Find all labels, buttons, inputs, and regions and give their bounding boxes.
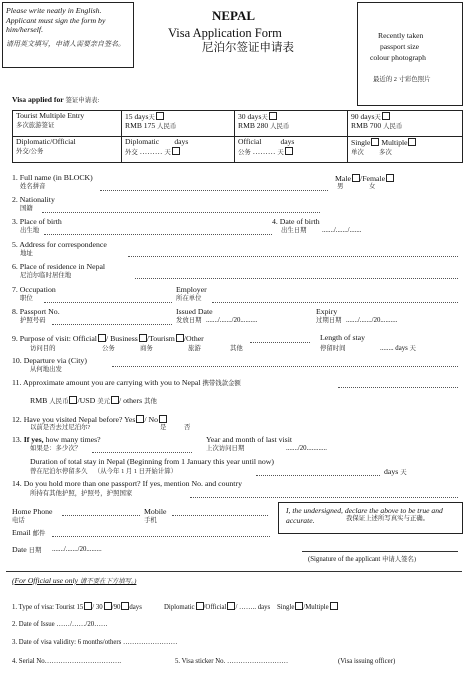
email-label: Email 邮件 <box>12 528 46 537</box>
mobile-input[interactable] <box>172 515 268 516</box>
field-times-visited-input[interactable] <box>92 452 192 453</box>
checkbox-90-days[interactable] <box>382 112 390 120</box>
female-cn: 女 <box>369 183 376 190</box>
field-amount-input[interactable] <box>338 387 458 388</box>
field-purpose-cn: 访问目的 <box>30 345 56 352</box>
field-issued-date-input[interactable]: ......./......./20.......... <box>206 317 258 324</box>
purpose-other-cn: 其他 <box>230 345 243 352</box>
official-checkbox-30[interactable] <box>104 602 112 610</box>
email-input[interactable] <box>52 536 270 537</box>
field-other-passport-label: 14. Do you hold more than one passport? If yes, mention No. and country <box>12 479 242 488</box>
checkbox-official[interactable] <box>285 147 293 155</box>
official-serial-no: 4. Serial No……………………………. <box>12 658 122 665</box>
field-full-name-input[interactable] <box>100 190 328 191</box>
official-visa-sticker-no: 5. Visa sticker No. ……………………… <box>175 658 289 665</box>
field-place-of-birth-input[interactable] <box>44 234 272 235</box>
field-residence-nepal-input[interactable] <box>135 278 458 279</box>
field-nationality-cn: 国籍 <box>20 205 33 212</box>
field-employer-cn: 所在单位 <box>176 295 202 302</box>
checkbox-female[interactable] <box>386 174 394 182</box>
date-input[interactable]: ......./......./20......... <box>52 546 102 553</box>
checkbox-purpose-tourism[interactable] <box>176 334 184 342</box>
checkbox-single[interactable] <box>371 138 379 146</box>
field-total-stay-cn: 曾在尼泊尔停留多久 （从今年 1 月 1 日开始计算） <box>30 468 177 475</box>
photo-text-3: colour photograph <box>370 53 426 62</box>
field-expiry-cn: 过期日期 <box>316 317 342 324</box>
official-divider <box>6 571 462 572</box>
home-phone-label: Home Phone <box>12 507 53 516</box>
field-total-stay-label: Duration of total stay in Nepal (Beginning from 1 January this year until now) <box>30 457 275 466</box>
field-length-of-stay-label: Length of stay <box>320 333 366 342</box>
declaration-text: I, the undersigned, declare the above to be true and accurate. <box>286 506 443 525</box>
visa-type-table <box>12 110 463 163</box>
field-expiry-input[interactable]: ......./......./20.......... <box>346 317 398 324</box>
field-purpose-label: 9. Purpose of visit: Official / Business /Tourism /Other <box>12 334 204 343</box>
form-title-cn: 尼泊尔签证申请表 <box>202 42 294 54</box>
total-stay-days: days 天 <box>384 467 407 476</box>
checkbox-purpose-official[interactable] <box>98 334 106 342</box>
field-employer-input[interactable] <box>212 302 458 303</box>
official-visa-validity: 3. Date of visa validity: 6 months/others …………………… <box>12 639 178 646</box>
photo-text-2: passport size <box>380 42 420 51</box>
visa-cell-15-days[interactable]: 15 days天 RMB 175 人民币 <box>122 111 235 137</box>
field-passport-input[interactable] <box>52 324 172 325</box>
form-title: Visa Application Form <box>168 26 282 40</box>
field-date-of-birth-input[interactable]: ......./......./....... <box>322 227 362 234</box>
field-full-name-label: 1. Full name (in BLOCK) <box>12 173 93 182</box>
field-residence-nepal-cn: 尼泊尔临时居住地 <box>20 272 72 279</box>
field-other-passport-input[interactable] <box>190 497 458 498</box>
field-full-name-cn: 姓名拼音 <box>20 183 46 190</box>
visa-cell-official[interactable]: Official days 公务 ……… 天 <box>235 137 348 163</box>
photo-text-1: Recently taken <box>378 31 424 40</box>
purpose-official-cn: 公务 <box>102 345 115 352</box>
field-residence-nepal-label: 6. Place of residence in Nepal <box>12 262 106 271</box>
checkbox-usd[interactable] <box>111 396 119 404</box>
field-departure-cn: 从何地出发 <box>30 366 62 373</box>
photo-text-cn: 最近的 2 寸彩色照片 <box>373 76 431 83</box>
checkbox-diplomatic[interactable] <box>172 147 180 155</box>
field-issued-date-label: Issued Date <box>176 307 213 316</box>
checkbox-visited-no[interactable] <box>159 415 167 423</box>
date-label: Date 日期 <box>12 545 42 554</box>
male-cn: 男 <box>337 183 344 190</box>
official-date-of-issue: 2. Date of Issue ……/……/20…… <box>12 621 108 628</box>
checkbox-multiple[interactable] <box>408 138 416 146</box>
visited-no-cn: 否 <box>184 424 191 431</box>
field-departure-input[interactable] <box>112 366 458 367</box>
instructions-text: Please write neatly in English. Applicant must sign the form by him/herself. <box>6 6 106 35</box>
field-occupation-label: 7. Occupation <box>12 285 56 294</box>
field-expiry-label: Expiry <box>316 307 338 316</box>
field-currency-options: RMB 人民币 /USD 美元 / others 其他 <box>30 396 157 405</box>
field-times-visited-label: 13. If yes, how many times? <box>12 435 101 444</box>
official-visa-issuing-officer: (Visa issuing officer) <box>338 658 396 665</box>
field-other-passport-cn: 所持有其他护照，护照号，护照国家 <box>30 490 133 497</box>
checkbox-purpose-business[interactable] <box>139 334 147 342</box>
field-date-of-birth-cn: 出生日期 <box>281 227 307 234</box>
field-passport-label: 8. Passport No. <box>12 307 60 316</box>
declaration-text-cn: 我保证上述所写真实与正确。 <box>346 515 430 522</box>
visa-cell-diplomatic[interactable]: Diplomatic days 外交 ……… 天 <box>122 137 235 163</box>
checkbox-30-days[interactable] <box>269 112 277 120</box>
field-last-visit-cn: 上次访问日期 <box>206 445 245 452</box>
field-place-of-birth-label: 3. Place of birth <box>12 217 62 226</box>
field-employer-label: Employer <box>176 285 207 294</box>
mobile-cn: 手机 <box>144 517 157 524</box>
field-date-of-birth-label: 4. Date of birth <box>272 217 320 226</box>
mobile-label: Mobile <box>144 507 167 516</box>
checkbox-15-days[interactable] <box>156 112 164 120</box>
signature-label: (Signature of the applicant 申请人签名) <box>308 556 417 563</box>
purpose-tourism-cn: 旅游 <box>188 345 201 352</box>
field-address-input[interactable] <box>128 256 458 257</box>
field-passport-cn: 护照号码 <box>20 317 46 324</box>
field-address-cn: 地址 <box>20 250 33 257</box>
home-phone-input[interactable] <box>62 515 140 516</box>
official-use-header: (For Official use only 请不要在下方填写。) <box>12 576 137 585</box>
field-amount-label: 11. Approximate amount you are carrying with you to Nepal 携带钱款金额 <box>12 378 241 387</box>
field-visited-before-label: 12. Have you visited Nepal before? Yes / No <box>12 415 167 424</box>
field-last-visit-input[interactable]: ......./20............ <box>286 445 327 452</box>
field-times-visited-cn: 如果是：多少次？ <box>30 445 82 452</box>
field-total-stay-input[interactable] <box>256 475 380 476</box>
field-address-label: 5. Address for correspondence <box>12 240 107 249</box>
field-occupation-cn: 职位 <box>20 295 33 302</box>
gender-options: Male /Female <box>335 174 394 183</box>
instructions-text-cn: 请用英文填写，申请人需要亲自签名。 <box>6 40 125 48</box>
field-visited-before-cn: 以前是否去过尼泊尔? <box>30 424 91 431</box>
field-last-visit-label: Year and month of last visit <box>206 435 293 444</box>
country-title: NEPAL <box>212 8 256 23</box>
field-nationality-label: 2. Nationality <box>12 195 55 204</box>
field-occupation-input[interactable] <box>44 302 172 303</box>
visited-yes-cn: 是 <box>160 424 167 431</box>
official-checkbox-multiple[interactable] <box>330 602 338 610</box>
official-checkbox-diplomatic[interactable] <box>196 602 204 610</box>
checkbox-male[interactable] <box>352 174 360 182</box>
visa-cell-90-days[interactable]: 90 days天 RMB 700 人民币 <box>348 111 463 137</box>
visa-applied-label: Visa applied for 签证申请表: <box>12 95 100 104</box>
visa-cell-tourist-multiple: Tourist Multiple Entry 多次旅游签证 <box>13 111 122 137</box>
field-length-of-stay-input[interactable]: ........ days 天 <box>380 345 416 352</box>
visa-cell-diplomatic-official: Diplomatic/Official 外交/公务 <box>13 137 122 163</box>
field-place-of-birth-cn: 出生地 <box>20 227 40 234</box>
purpose-business-cn: 商务 <box>140 345 153 352</box>
visa-cell-single-multiple[interactable]: Single Multiple 单次 多次 <box>348 137 463 163</box>
official-visa-type: 1. Type of visa: Tourist 15 / 30 /90 days Diplomatic /Official / …….. days Single /Multiple <box>12 602 338 612</box>
signature-line[interactable] <box>302 551 458 552</box>
field-nationality-input[interactable] <box>42 212 320 213</box>
visa-cell-30-days[interactable]: 30 days天 RMB 280 人民币 <box>235 111 348 137</box>
field-issued-date-cn: 发放日期 <box>176 317 202 324</box>
field-length-of-stay-cn: 停留时间 <box>320 345 346 352</box>
field-departure-label: 10. Departure via (City) <box>12 356 87 365</box>
field-purpose-other-input[interactable] <box>250 342 310 343</box>
home-phone-cn: 电话 <box>12 517 25 524</box>
